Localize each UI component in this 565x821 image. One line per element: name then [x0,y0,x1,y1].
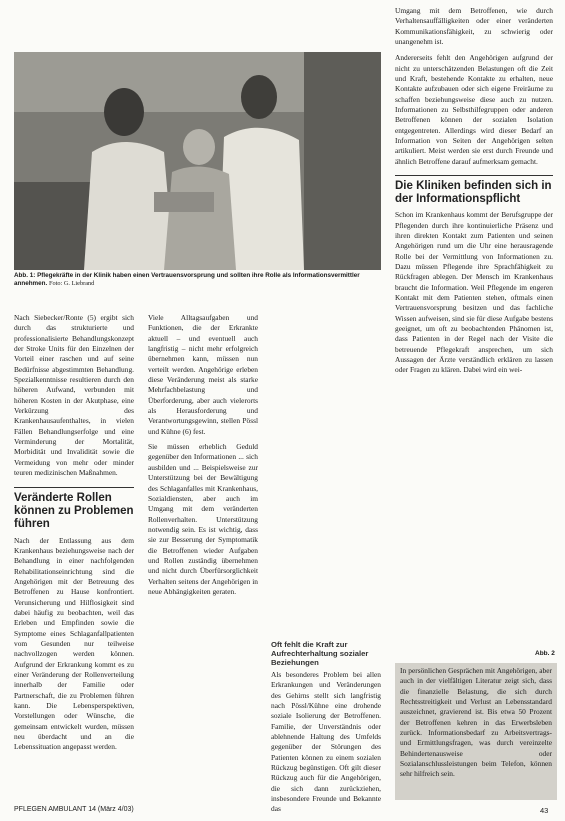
column-right [395,6,553,376]
figure-2-label: Abb. 2 [535,650,555,657]
column-right-paragraph-3: Schon im Krankenhaus kommt der Berufsgruppe der Pflegenden durch ihre kontinuierliche Präsenz und ihren direkten Kontakt zum Patienten und seinen Angehörigen rund um die Uhr eine herausragende Rolle bei der Vermittlung von Informationen zu. Dazu müssen Pflegende ihre Sprachfähigkeit zu Rückfragen ablegen. Der Mensch im Krankenhaus braucht die Information. Weil Pflegende im engeren Kontakt mit dem Patienten stehen, oftmals einen Vertrauensvorsprung besitzen und das fachliche Wissen aufweisen, sind sie für diese Aufgabe bestens geeignet, um oft zu beobachtenden Phänomen ist, dass Patienten in der Regel nach der Visite die betreuende Pflegekraft ansprechen, um sich Aussagen der Ärzte verständlich erklären zu lassen oder Fragen zu klären. Dabei wird ein wei- [395,210,553,375]
photo-credit: Foto: G. Liebrand [49,280,95,287]
column-2-paragraph-2: Sie müssen erheblich Geduld gegenüber den Informationen ... sich ausbilden und ... Beispielsweise zur Unterstützung bei der Bewältigung des Schlaganfalles mit Krankenhaus, Sozialdiensten, aber auch im Umgang mit dem veränderten Rollenverhalten. Unterstützung notwendig sein. Es ist wichtig, dass sie zur Besserung der Symptomatik die Betroffenen wieder Aufgaben und Rollen zuständig übernehmen und nicht durch Überfürsorglichkeit Verhalten seitens der Angehörigen in neue Abhängigkeiten geraten. [148,442,258,596]
photo-caption: Abb. 1: Pflegekräfte in der Klinik haben einen Vertrauensvorsprung und sollten ihre Rolle als Informationsvermittler annehmen. Foto: G. Liebrand [14,272,360,287]
photo-nurses-with-patient [14,52,381,270]
photo-illustration [14,52,381,270]
column-1 [14,313,134,753]
column-right-paragraph-2: Andererseits fehlt den Angehörigen aufgrund der nicht zu unterschätzenden Belastungen oft die Zeit und Kraft, bestehende Kontakte zu erhalten, neue Kontakte aufzubauen oder sich eigene Freiräume zu schaffen beziehungsweise diese auch zu nutzen. Informationen zu Selbsthilfegruppen oder anderen Betroffenen können der sozialen Isolation entgegentreten. Allerdings wird dieser Bedarf an Information von Seiten der Angehörigen selten artikuliert. Meist werden sie erst durch Freunde und ähnlich Betroffene darauf aufmerksam gemacht. [395,53,553,166]
journal-name: PFLEGEN AMBULANT [14,806,87,813]
column-2-paragraph-1: Viele Alltagsaufgaben und Funktionen, die der Erkrankte aktuell – und eventuell auch langfristig – nicht mehr erfolgreich übernehmen kann, müssen nun verteilt werden. Angehörige erleben diese Veränderung meist als starke Mehrfachbelastung und Überforderung, aber auch vielerorts als Herausforderung und Verantwortungsgewinn, stellen Pössl und Kühne (6) fest. [148,313,258,436]
section-heading-rollen: Veränderte Rollen können zu Problemen führen [14,491,134,530]
column-2 [148,313,258,597]
figure-2-box [395,663,557,800]
column-1-paragraph-1: Nach Siebecker/Ronte (5) ergibt sich durch das strukturierte und professionalisierte Behandlungskonzept der Stroke Units für den Einzelnen der Vorteil einer raschen und auf seine Bedürfnisse abgestimmten Behandlung. Spezialkenntnisse resultieren durch den höheren Aufwand, verbunden mit höheren Kosten in der Akutphase, eine Verkürzung des Krankenhausaufenthaltes, in vielen Fällen Behandlungserfolge und eine Verminderung der Mortalität, Morbidität und Invalidität sowie die Vermeidung von mehr oder minder teuren medizinischen Maßnahmen. [14,313,134,478]
column-3-paragraph-1: Als besonderes Problem bei allen Erkrankungen und Veränderungen des Gehirns stellt sich langfristig nach Pössl/Kühne eine drohende soziale Isolierung der Betroffenen. Familie, der Unverständnis oder ablehnende Haltung des Umfelds gegenüber der Störungen des Patienten können zu einem sozialen Rückzug begünstigen. Oft gilt dieser Rückzug auch für die Angehörigen, die sich dann zurückziehen, insbesondere Freunde und Bekannte das [271,670,381,814]
page-number: 43 [540,806,549,815]
column-1-paragraph-2: Nach der Entlassung aus dem Krankenhaus beziehungsweise nach der Behandlung in einer nachfolgenden Rehabilitationseinrichtung sind die Angehörigen mit der Betreuung des Betroffenen zu Hause konfrontiert. Verunsicherung und Hilflosigkeit sind dabei häufig zu beobachten, weil das Erleben und Empfinden sowie die Symptome eines Schlaganfallpatienten vom Gesunden nur teilweise nachvollzogen werden können. Aufgrund der Erkrankung kommt es zu einer Veränderung der Rollenverteilung innerhalb der Familie oder Partnerschaft, die zu Problemen führen kann. Die Lebensperspektiven, Vorstellungen oder Wünsche, die gemeinsam entwickelt wurden, müssen neu überdacht und an die Lebenssituation angepasst werden. [14,535,134,752]
journal-issue: 14 (März 4/03) [88,806,134,813]
figure-2-text: In persönlichen Gesprächen mit Angehörigen, aber auch in der vielfältigen Literatur zeigt sich, dass die finanzielle Belastung, die sich durch Rechtsstreitigkeit und Verlust an Lebensstandard auszeichnet, gravierend ist. Bis etwa 50 Prozent der Betroffenen kehren in das Erwerbsleben zurück. Informationsbedarf zu Arbeitsvertrags- und Ermittlungsfragen, was durch vereinzelte Behindertenausweise oder Sozialanschlussleistungen beim Telefon, können sehr hilfreich sein. [400,666,552,779]
footer-journal [14,806,134,813]
column-right-paragraph-1: Umgang mit dem Betroffenen, wie durch Verhaltensauffälligkeiten oder einer veränderten Kommunikationsfähigkeit, zu schwierig oder unangenehm ist. [395,6,553,47]
subheading-soziale-beziehungen: Oft fehlt die Kraft zur Aufrechterhaltung sozialer Beziehungen [271,640,369,667]
section-heading-informationspflicht: Die Kliniken befinden sich in der Informationspflicht [395,180,552,206]
column-3 [271,640,381,815]
